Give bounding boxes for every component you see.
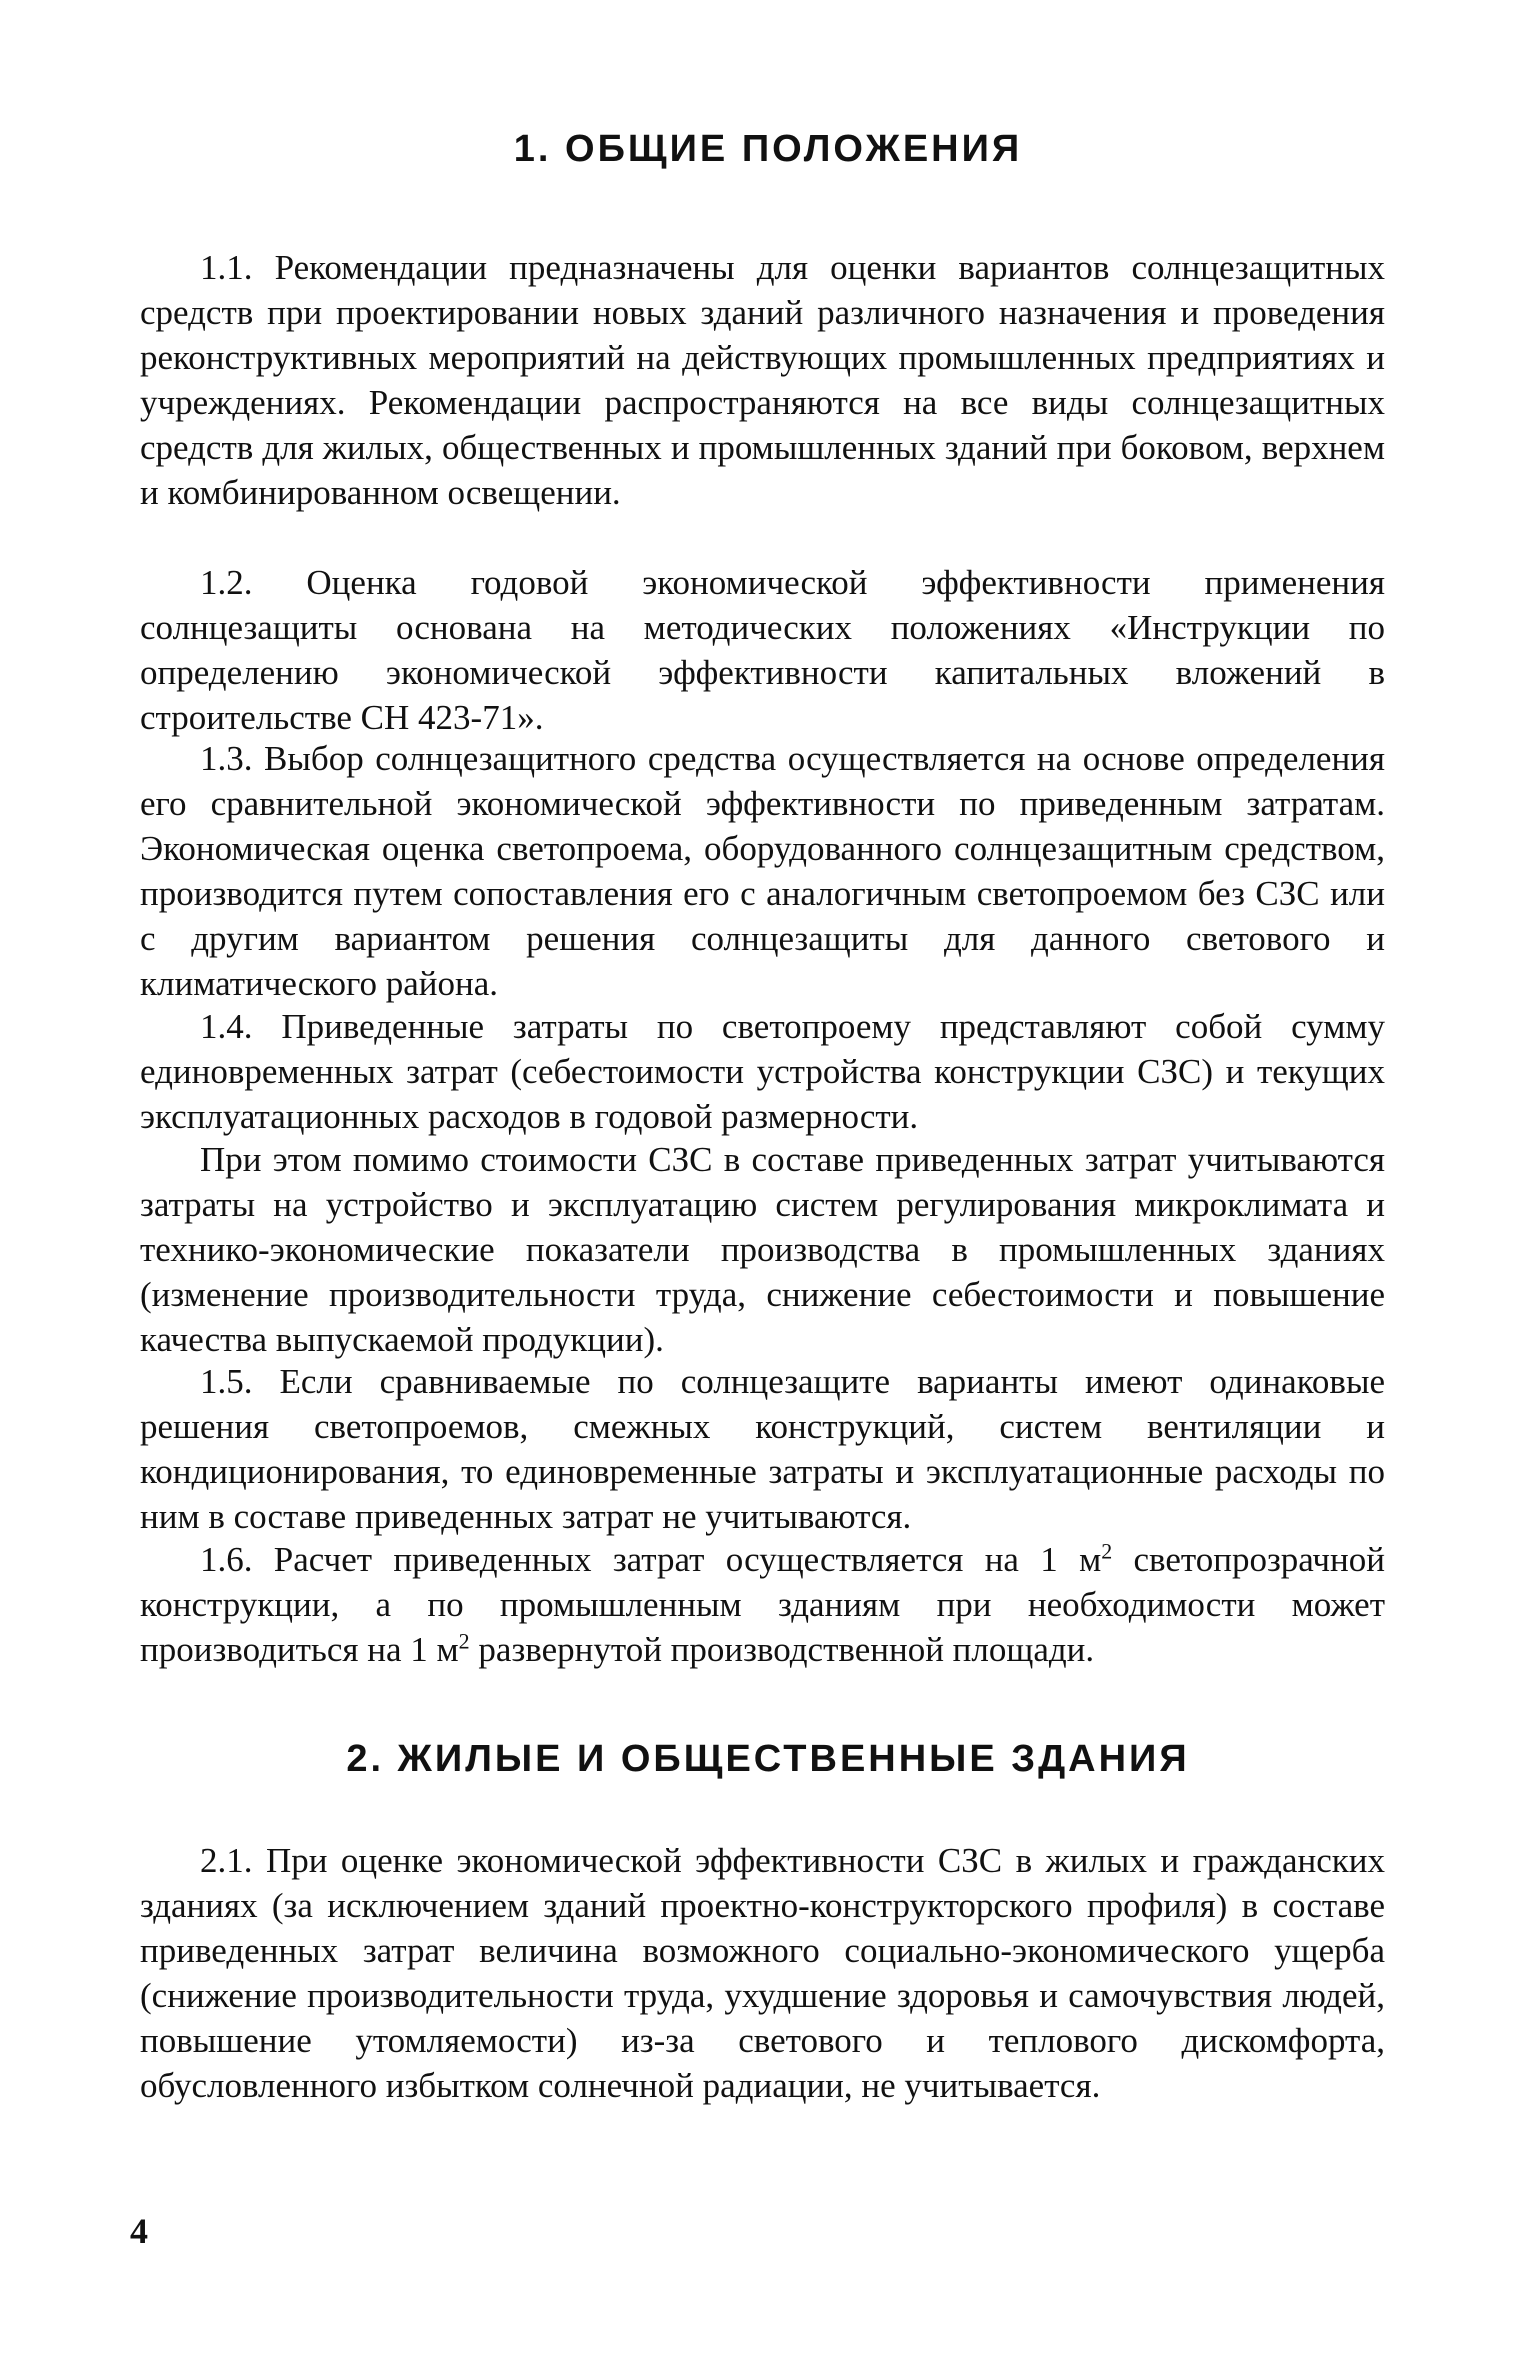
- superscript-square: 2: [1101, 1538, 1113, 1564]
- paragraph-2-1: 2.1. При оценке экономической эффективности СЗС в жилых и гражданских зданиях (за исключением зданий проектно-конструкторского профиля) в составе приведенных затрат величина возможного социально-экономического ущерба (снижение производительности труда, ухудшение здоровья и самочувствия людей, повышение утомляемости) из-за светового и теплового дискомфорта, обусловленного избытком солнечной радиации, не учитывается.: [140, 1841, 1385, 2105]
- page-number: 4: [130, 2211, 148, 2251]
- paragraph-1-3: 1.3. Выбор солнцезащитного средства осуществляется на основе определения его сравнительной экономической эффективности по приведенным затратам. Экономическая оценка светопроема, оборудованного солнцезащитным средством, производится путем сопоставления его с аналогичным светопроемом без СЗС или с другим вариантом решения солнцезащиты для данного светового и климатического района.: [140, 739, 1385, 1003]
- paragraph-1-6-part-3: развернутой производственной площади.: [469, 1630, 1095, 1669]
- paragraph-1-5: 1.5. Если сравниваемые по солнцезащите варианты имеют одинаковые решения светопроемов, смежных конструкций, систем вентиляции и кондиционирования, то единовременные затраты и эксплуатационные расходы по ним в составе приведенных затрат не учитываются.: [140, 1362, 1385, 1536]
- superscript-square: 2: [458, 1628, 470, 1654]
- paragraph-1-2: 1.2. Оценка годовой экономической эффективности применения солнцезащиты основана на методических положениях «Инструкции по определению экономической эффективности капитальных вложений в строительстве СН 423-71».: [140, 563, 1385, 737]
- section-1-heading: 1. ОБЩИЕ ПОЛОЖЕНИЯ: [513, 128, 1023, 170]
- section-2-heading: 2. ЖИЛЫЕ И ОБЩЕСТВЕННЫЕ ЗДАНИЯ: [346, 1738, 1190, 1780]
- paragraph-1-6: [140, 1537, 1385, 1672]
- paragraph-1-1: 1.1. Рекомендации предназначены для оценки вариантов солнцезащитных средств при проектировании новых зданий различного назначения и проведения реконструктивных мероприятий на действующих промышленных предприятиях и учреждениях. Рекомендации распространяются на все виды солнцезащитных средств для жилых, общественных и промышленных зданий при боковом, верхнем и комбинированном освещении.: [140, 248, 1385, 512]
- paragraph-1-4-continuation: При этом помимо стоимости СЗС в составе приведенных затрат учитываются затраты на устройство и эксплуатацию систем регулирования микроклимата и технико-экономические показатели производства в промышленных зданиях (изменение производительности труда, снижение себестоимости и повышение качества выпускаемой продукции).: [140, 1140, 1385, 1359]
- paragraph-1-6-part-1: 1.6. Расчет приведенных затрат осуществляется на 1 м: [200, 1540, 1102, 1579]
- paragraph-1-4: 1.4. Приведенные затраты по светопроему представляют собой сумму единовременных затрат (себестоимости устройства конструкции СЗС) и текущих эксплуатационных расходов в годовой размерности.: [140, 1007, 1385, 1136]
- paragraph-1-6-part-2: светопрозрачной конструкции, а по промышленным зданиям при необходимости может производиться на 1 м: [140, 1540, 1385, 1669]
